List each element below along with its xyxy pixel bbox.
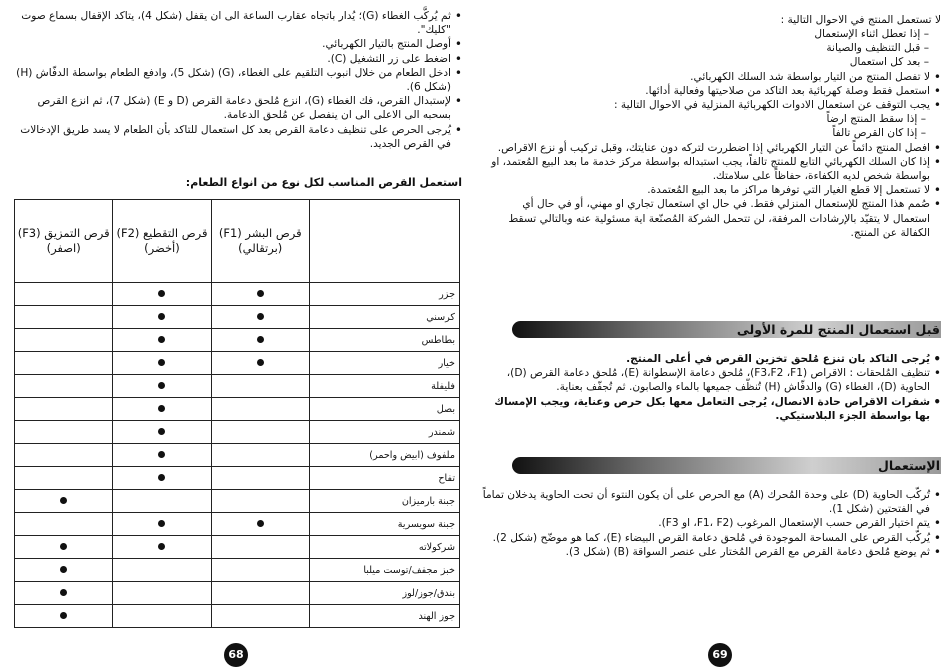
disc-mark-cell [211,444,309,467]
disc-mark-cell [113,536,211,559]
list-item: • يتم اختيار القرص حسب الإستعمال المرغوب (F1، F2، او F3). [482,516,941,530]
bullet-dot-icon [60,612,67,619]
bullet-dot-icon [257,336,264,343]
disc-mark-cell [211,421,309,444]
food-name-cell: شركولاته [309,536,459,559]
bullet-dot-icon [158,405,165,412]
disc-mark-cell [211,582,309,605]
column-header-shredder: قرص التمزيق (F3) (اصفر) [15,200,113,283]
sub-item: – إذا سقط المنتج ارضاً [482,112,930,126]
list-item: • ثم يوضع مُلحق دعامة القرص مع القرص المُختار على عنصر السواقة (B) (شكل 3). [482,545,941,559]
food-name-cell: شمندر [309,421,459,444]
intro-sub-items [482,27,941,70]
bullet-dot-icon [158,290,165,297]
disc-mark-cell [15,352,113,375]
disc-mark-cell [113,444,211,467]
list-item: • شفرات الاقراص حادة الانصال، يُرجى التعامل معها بكل حرص وعناية، ويجب الإمساك بها بواسطة الجزء البلاستيكي. [482,395,941,423]
bullet-dot-icon [257,313,264,320]
bullet-dot-icon [158,313,165,320]
disc-mark-cell [15,421,113,444]
disc-mark-cell [113,352,211,375]
disc-mark-cell [211,352,309,375]
food-name-cell: كرسني [309,306,459,329]
section-title-usage: الإستعمال [878,458,940,473]
disc-mark-cell [113,398,211,421]
section-bar [512,457,941,474]
food-name-cell: جبنة سويسرية [309,513,459,536]
list-item: • ادخل الطعام من خلال انبوب التلقيم على الغطاء، (G) (شكل 5)، وادفع الطعام بواسطة الدفّاش (H) (شكل 6). [10,66,462,94]
list-item: • لا تفصل المنتج من التيار بواسطة شد السلك الكهربائي. [482,70,941,84]
disc-mark-cell [211,536,309,559]
disc-mark-cell [113,582,211,605]
column-header-grater: قرص البشر (F1) (برتقالي) [211,200,309,283]
page-68 [0,0,474,670]
table-row [15,421,460,444]
list-item: • يُرجى الحرص على تنظيف دعامة القرص بعد كل استعمال للتاكد بأن الطعام لا يسد طريق الإدخالات في القرص الجديد. [10,123,462,151]
disc-mark-cell [15,513,113,536]
list-item: • اضغط على زر التشغيل (C). [10,52,462,66]
food-name-cell: خيار [309,352,459,375]
disc-mark-cell [211,329,309,352]
bullet-dot-icon [158,543,165,550]
column-header-slicer: قرص التقطيع (F2) (أخضر) [113,200,211,283]
disc-mark-cell [113,375,211,398]
section-title-first-use: قبل استعمال المنتج للمرة الأولى [736,322,940,337]
table-row [15,329,460,352]
disc-mark-cell [15,559,113,582]
bullet-dot-icon [158,336,165,343]
disc-mark-cell [113,306,211,329]
food-name-cell: تفاح [309,467,459,490]
disc-mark-cell [113,467,211,490]
disc-mark-cell [15,306,113,329]
food-name-cell: جوز الهند [309,605,459,628]
disc-mark-cell [113,283,211,306]
sub-item: – إذا كان القرص تالفاً [482,126,930,140]
food-name-cell: فليفلة [309,375,459,398]
bullet-dot-icon [158,451,165,458]
disc-usage-table [14,199,460,628]
table-row [15,582,460,605]
list-item: • أوصل المنتج بالتيار الكهربائي. [10,37,462,51]
disc-mark-cell [211,605,309,628]
bullet-dot-icon [60,589,67,596]
list-item-text: يجب التوقف عن استعمال الادوات الكهربائية المنزلية في الاحوال التالية : [613,99,930,112]
usage-list [482,488,941,559]
sub-item: – بعد كل استعمال [482,55,933,69]
sub-item: – قبل التنظيف والصيانة [482,41,933,55]
bullet-dot-icon [257,290,264,297]
bullet-dot-icon [158,474,165,481]
list-item: • تُركّب الحاوية (D) على وحدة المُحرك (A) مع الحرص على أن يكون النتوء أن تحت الحاوية يدخلان تماماً في الفتحتين (شكل 1). [482,488,941,516]
table-row [15,605,460,628]
food-name-cell: بطاطس [309,329,459,352]
list-item: • لا تستعمل إلا قطع الغيار التي توفرها مراكز ما بعد البيع المُعتمدة. [482,183,941,197]
list-item: • لإستبدال القرص، فك الغطاء (G)، انزع مُلحق دعامة القرص (D و E) (شكل 7)، ثم انزع القرص بسحبه الى الاعلى الى ان ينفصل عن مُلحق الدعامة. [10,94,462,122]
table-row [15,352,460,375]
intro-line [781,13,941,27]
table-row [15,444,460,467]
intro-text: لا تستعمل المنتج في الاحوال التالية : [780,14,941,26]
table-row [15,559,460,582]
table-row [15,536,460,559]
disc-mark-cell [211,559,309,582]
bullet-dot-icon [60,566,67,573]
first-use-list [482,352,941,423]
bullet-dot-icon [60,543,67,550]
list-item: • ثم يُركَّب الغطاء (G)؛ يُدار باتجاه عقارب الساعة الى ان يقفل (شكل 4)، يتاكد الإقفال بسماع صوت "كليك". [10,9,462,37]
food-name-cell: جبنة بارميزان [309,490,459,513]
list-item: • صُمم هذا المنتج للإستعمال المنزلي فقط. في حال اي استعمال تجاري او مهني، أو في حال أي استعمال لا يتقيّد بالإرشادات المرفقة، لن تتحمل الشركة المُصنّعة اية مسئولية عنه وبالتالي تسقط الكفالة عن المنتج. [482,197,941,240]
list-item: • تنظيف المُلحقات : الاقراص (F3،F2 ،F1)، مُلحق دعامة الإسطوانة (E)، مُلحق دعامة القرص (D)، الحاوية (D)، الغطاء (G) والدفّاش (H) تُنظّف جميعها بالماء والصابون. ثم تُجفّف بعناية. [482,366,941,394]
disc-mark-cell [211,490,309,513]
disc-mark-cell [15,536,113,559]
disc-mark-cell [211,467,309,490]
table-row [15,467,460,490]
disc-mark-cell [113,513,211,536]
food-name-cell: جزر [309,283,459,306]
disc-mark-cell [15,398,113,421]
bullet-dot-icon [158,359,165,366]
bullet-dot-icon [257,359,264,366]
page-number: 69 [708,643,732,667]
disc-mark-cell [211,306,309,329]
disc-mark-cell [113,559,211,582]
disc-mark-cell [15,605,113,628]
table-row [15,490,460,513]
instructions-list [10,9,462,151]
table-header-row [15,200,460,283]
disc-mark-cell [15,467,113,490]
list-item: • إذا كان السلك الكهربائي التابع للمنتج تالفاً، يجب استبداله بواسطة مركز خدمة ما بعد البيع المُعتمد، او بواسطة شخص لديه الكفاءة، حفاظاً على سلامتك. [482,155,941,183]
table-row [15,375,460,398]
disc-mark-cell [211,283,309,306]
disc-mark-cell [15,375,113,398]
disc-mark-cell [113,605,211,628]
disc-mark-cell [113,421,211,444]
bullet-dot-icon [158,428,165,435]
table-row [15,513,460,536]
list-item: • يُركّب القرص على المساحة الموجودة في مُلحق دعامة القرص البيضاء (E)، كما هو موضّح (شكل 2). [482,531,941,545]
disc-mark-cell [15,444,113,467]
disc-mark-cell [15,582,113,605]
food-name-cell: بندق/جوز/لوز [309,582,459,605]
disc-mark-cell [211,513,309,536]
food-name-cell: خبز مجفف/توست ميلبا [309,559,459,582]
food-column-header [309,200,459,283]
list-item: • افصل المنتج دائماً عن التيار الكهربائي إذا اضطررت لتركه دون عنايتك، وقبل تركيب أو نزع الاقراص. [482,141,941,155]
bullet-dot-icon [158,382,165,389]
table-heading: استعمل القرص المناسب لكل نوع من انواع الطعام: [185,176,462,189]
bullet-dot-icon [60,497,67,504]
safety-list [482,27,941,240]
disc-mark-cell [15,490,113,513]
disc-mark-cell [211,375,309,398]
table-row [15,283,460,306]
disc-mark-cell [211,398,309,421]
food-name-cell: ملفوف (ابيض واحمر) [309,444,459,467]
disc-mark-cell [15,283,113,306]
sub-item: – إذا تعطل اثناء الإستعمال [482,27,933,41]
disc-mark-cell [113,329,211,352]
disc-mark-cell [113,490,211,513]
table-row [15,398,460,421]
disc-mark-cell [15,329,113,352]
food-name-cell: بصل [309,398,459,421]
page-number: 68 [224,643,248,667]
list-item [482,98,941,141]
list-item: • يُرجى التاكد بان تنزع مُلحق تخزين القرص في أعلى المنتج. [482,352,941,366]
page-69 [476,0,950,670]
table-row [15,306,460,329]
list-item: • استعمل فقط وصلة كهربائية بعد التاكد من صلاحيتها وفعالية أدائها. [482,84,941,98]
bullet-dot-icon [257,520,264,527]
bullet-dot-icon [158,520,165,527]
